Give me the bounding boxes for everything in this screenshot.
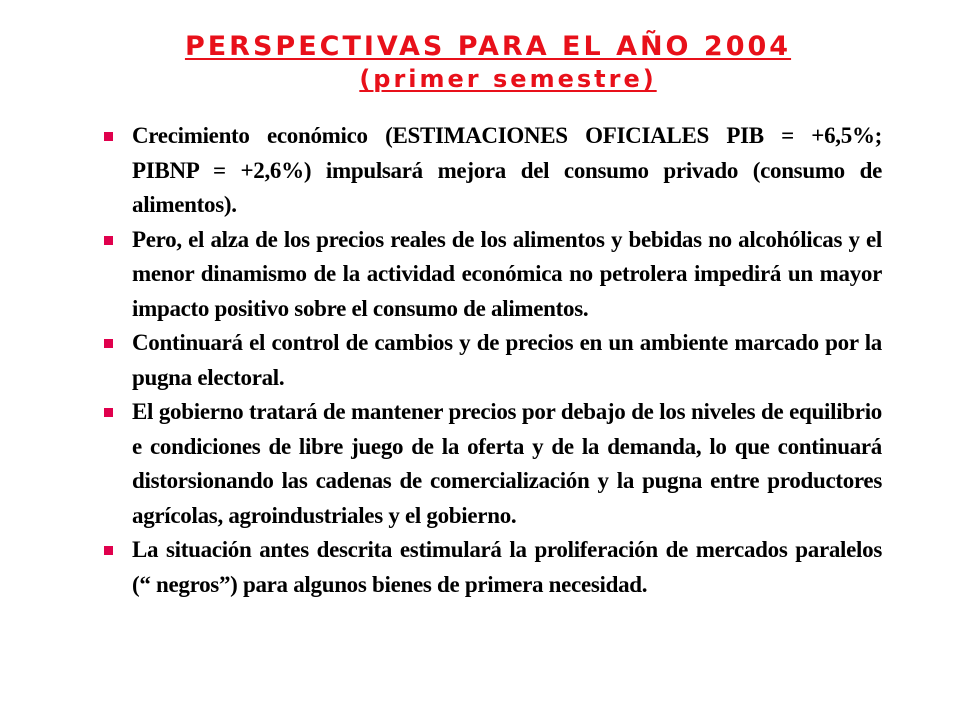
bullet-item bbox=[104, 223, 882, 327]
title-block bbox=[0, 30, 960, 94]
bullet-item bbox=[104, 533, 882, 602]
bullet-item bbox=[104, 326, 882, 395]
square-bullet-icon bbox=[104, 236, 113, 245]
square-bullet-icon bbox=[104, 339, 113, 348]
bullet-item bbox=[104, 119, 882, 223]
square-bullet-icon bbox=[104, 132, 113, 141]
bullet-text: Crecimiento económico (ESTIMACIONES OFICIALES PIB = +6,5%; PIBNP = +2,6%) impulsará mejora del consumo privado (consumo de alimentos). bbox=[132, 123, 882, 217]
slide-subtitle: (primer semestre) bbox=[359, 65, 657, 93]
bullet-text: Continuará el control de cambios y de precios en un ambiente marcado por la pugna electoral. bbox=[132, 330, 882, 390]
bullet-text: La situación antes descrita estimulará la proliferación de mercados paralelos (“ negros”) para algunos bienes de primera necesidad. bbox=[132, 537, 882, 597]
square-bullet-icon bbox=[104, 546, 113, 555]
bullet-text: Pero, el alza de los precios reales de los alimentos y bebidas no alcohólicas y el menor dinamismo de la actividad económica no petrolera impedirá un mayor impacto positivo sobre el consumo de alimentos. bbox=[132, 226, 882, 321]
bullet-list bbox=[104, 119, 882, 602]
slide-title: PERSPECTIVAS PARA EL AÑO 2004 bbox=[184, 31, 792, 62]
square-bullet-icon bbox=[104, 408, 113, 417]
bullet-item bbox=[104, 395, 882, 533]
bullet-text: El gobierno tratará de mantener precios por debajo de los niveles de equilibrio e condiciones de libre juego de la oferta y de la demanda, lo que continuará distorsionando las cadenas de comercialización y la pugna entre productores agrícolas, agroindustriales y el gobierno. bbox=[132, 399, 882, 528]
